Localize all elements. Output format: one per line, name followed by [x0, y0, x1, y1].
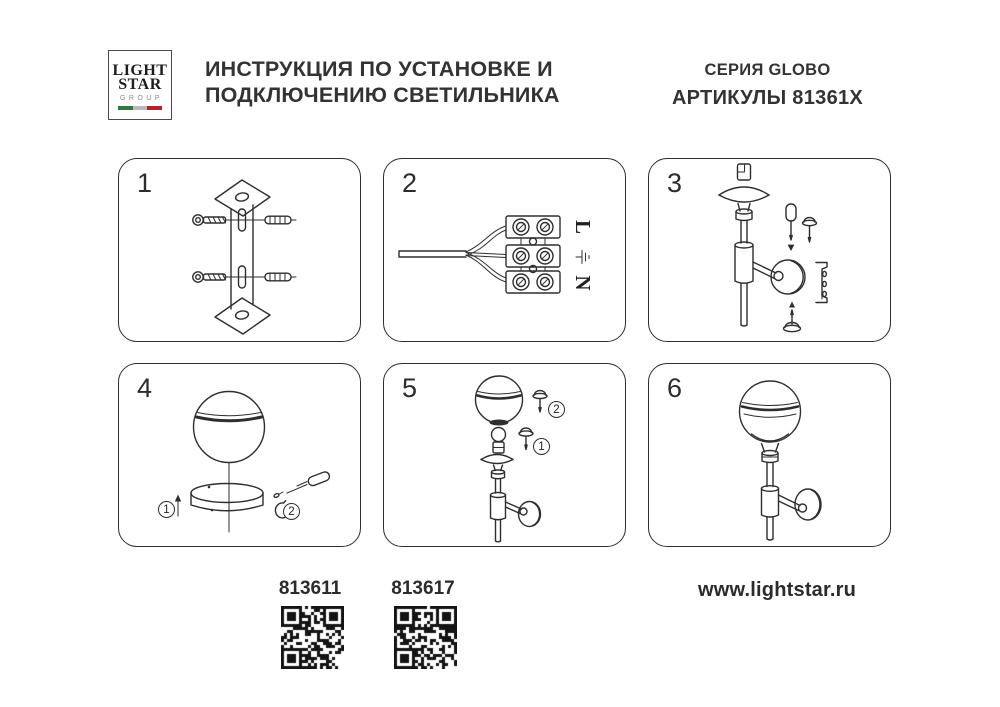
- neutral-wire-label: N: [571, 275, 596, 291]
- step-number: 2: [402, 168, 418, 198]
- step-panel-5: [383, 363, 626, 547]
- logo-word-star: STAR: [118, 76, 162, 93]
- logo-word-group: GROUP: [119, 95, 164, 102]
- wall-bracket-diagram: [119, 159, 359, 340]
- step-number: 3: [667, 168, 683, 198]
- logo-word-light: LIGHT: [112, 62, 168, 79]
- step-number: 1: [137, 168, 153, 198]
- globe-and-ring-diagram: [119, 364, 359, 545]
- step-panel-3: [648, 158, 891, 342]
- article-code-2: 813617: [391, 578, 455, 599]
- step-panel-2: [383, 158, 626, 342]
- lightstar-logo: [108, 50, 172, 120]
- step-panel-4: [118, 363, 361, 547]
- assembled-lamp-diagram: [649, 364, 889, 545]
- qr-code-813611: [281, 606, 344, 669]
- title-line-1: ИНСТРУКЦИЯ ПО УСТАНОВКЕ И: [205, 57, 553, 81]
- globe-attachment-diagram: [384, 364, 624, 545]
- website-url: www.lightstar.ru: [698, 579, 857, 601]
- page-title: [205, 56, 560, 108]
- series-block: [655, 61, 880, 110]
- step-marker-1: 1: [158, 501, 175, 518]
- title-line-2: ПОДКЛЮЧЕНИЮ СВЕТИЛЬНИКА: [205, 83, 560, 107]
- lamp-mounting-diagram: [649, 159, 889, 340]
- live-wire-label: L: [571, 219, 596, 234]
- step-panel-1: [118, 158, 361, 342]
- step-number: 5: [402, 373, 418, 403]
- step-marker-2: 2: [283, 503, 300, 520]
- earth-ground-symbol: [572, 246, 594, 268]
- step-marker-1: 1: [533, 438, 550, 455]
- step-marker-2: 2: [548, 401, 565, 418]
- step-number: 6: [667, 373, 683, 403]
- step-panel-6: [648, 363, 891, 547]
- qr-code-813617: [394, 606, 457, 669]
- step-number: 4: [137, 373, 153, 403]
- article-numbers: АРТИКУЛЫ 81361X: [671, 87, 864, 109]
- italian-flag-stripe: [118, 106, 162, 110]
- series-name: СЕРИЯ GLOBO: [704, 61, 831, 79]
- article-code-1: 813611: [278, 578, 342, 599]
